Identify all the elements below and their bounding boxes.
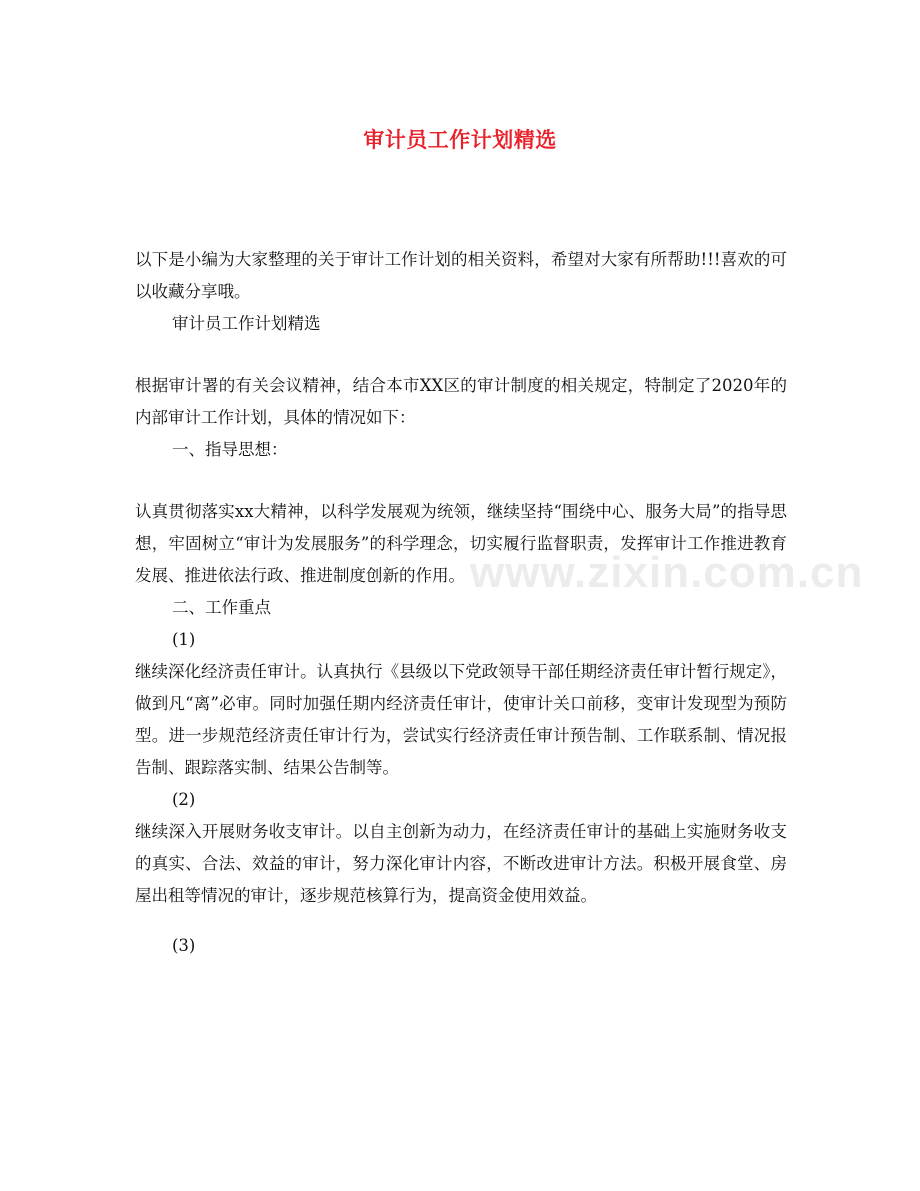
heading-work-focus: 二、工作重点 (172, 598, 271, 617)
paragraph-guiding-ideology: 认真贯彻落实xx大精神，以科学发展观为统领，继续坚持“围绕中心、服务大局”的指导思想，牢固树立“审计为发展服务”的科学理念，切实履行监督职责，发挥审计工作推进教育发展、推进依法行政、推进制度创新的作用。 (135, 502, 787, 585)
watermark: www.zixin.com.cn (470, 548, 864, 597)
document-title: 审计员工作计划精选 (363, 127, 557, 152)
item-number-3: (3) (172, 936, 196, 955)
paragraph-background: 根据审计署的有关会议精神，结合本市XX区的审计制度的相关规定，特制定了2020年的内部审计工作计划，具体的情况如下： (135, 376, 787, 427)
document-body (135, 244, 787, 962)
paragraph-item-2: 继续深入开展财务收支审计。以自主创新为动力，在经济责任审计的基础上实施财务收支的真实、合法、效益的审计，努力深化审计内容，不断改进审计方法。积极开展食堂、房屋出租等情况的审计，逐步规范核算行为，提高资金使用效益。 (135, 822, 787, 905)
paragraph-item-1: 继续深化经济责任审计。认真执行《县级以下党政领导干部任期经济责任审计暂行规定》，做到凡“离”必审。同时加强任期内经济责任审计，使审计关口前移，变审计发现型为预防型。进一步规范经济责任审计行为，尝试实行经济责任审计预告制、工作联系制、情况报告制、跟踪落实制、结果公告制等。 (135, 662, 787, 777)
item-number-1: (1) (172, 630, 196, 649)
intro-paragraph: 以下是小编为大家整理的关于审计工作计划的相关资料，希望对大家有所帮助!!!喜欢的可以收藏分享哦。 (135, 250, 787, 301)
heading-guiding-ideology: 一、指导思想： (172, 440, 288, 459)
item-number-2: (2) (172, 790, 196, 809)
section-subtitle: 审计员工作计划精选 (172, 314, 321, 333)
